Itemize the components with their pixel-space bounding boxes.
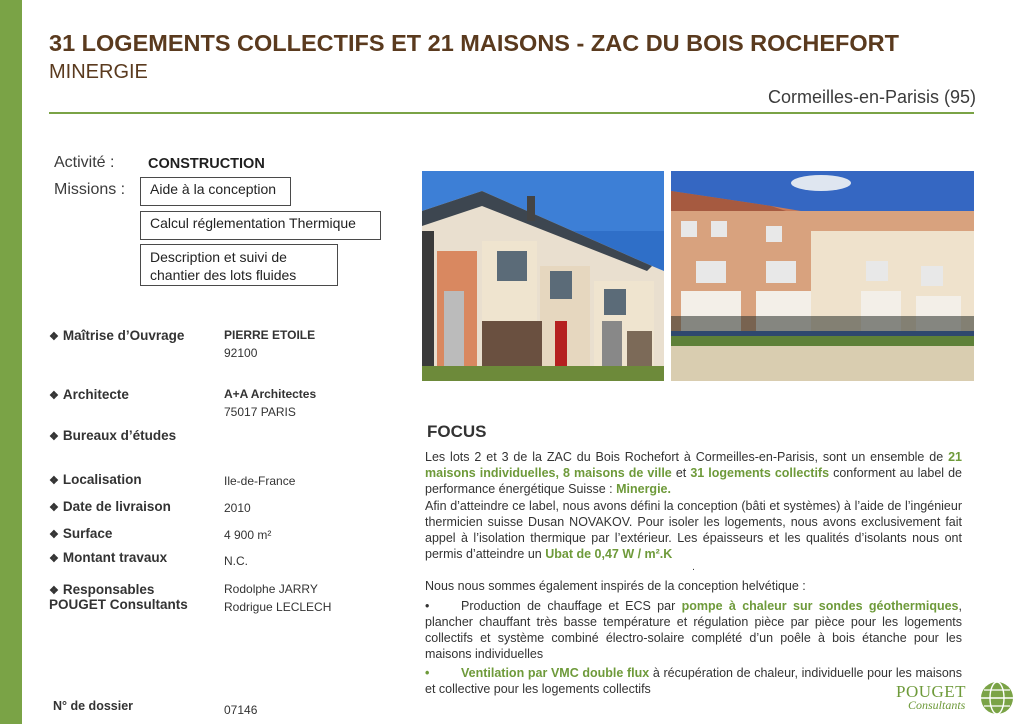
responsables-value: Rodolphe JARRY Rodrigue LECLECH <box>224 582 332 614</box>
bureaux-label: ❖ Bureaux d’études <box>49 428 177 443</box>
globe-icon <box>979 680 1015 716</box>
logo-sub: Consultants <box>908 698 966 712</box>
activite-value: CONSTRUCTION <box>148 156 265 172</box>
diamond-bullet-icon: ❖ <box>49 475 59 487</box>
building-photo-houses <box>422 171 664 381</box>
page-title: 31 LOGEMENTS COLLECTIFS ET 21 MAISONS - ZAC DU BOIS ROCHEFORT <box>49 30 899 56</box>
livraison-value: 2010 <box>224 501 251 515</box>
architecte-label: ❖ Architecte <box>49 387 129 402</box>
mission-box-3 <box>140 244 338 286</box>
diamond-bullet-icon: ❖ <box>49 331 59 343</box>
maitrise-value: PIERRE ETOILE 92100 <box>224 328 316 360</box>
logo-name: POUGET <box>896 682 967 701</box>
mission-text-3: Description et suivi de chantier des lots fluides <box>150 249 297 283</box>
diamond-bullet-icon: ❖ <box>49 585 59 597</box>
surface-value: 4 900 m² <box>224 528 272 542</box>
localisation-label: ❖ Localisation <box>49 472 142 487</box>
page-subtitle: MINERGIE <box>49 61 148 83</box>
building-photo-collective <box>671 171 974 381</box>
diamond-bullet-icon: ❖ <box>49 553 59 565</box>
header-divider <box>49 112 974 114</box>
focus-bullet-1: • Production de chauffage et ECS par pompe à chaleur sur sondes géothermiques, plancher chauffant très basse température et régulation pièce par pièce pour les logements collectifs et système combiné électro-solaire complété d’un poêle à bois étanche pour les maisons individuelles <box>425 599 962 661</box>
localisation-value: Ile-de-France <box>224 474 296 488</box>
diamond-bullet-icon: ❖ <box>49 502 59 514</box>
diamond-bullet-icon: ❖ <box>49 390 59 402</box>
mission-box-2 <box>140 211 381 240</box>
focus-bullet-2: • Ventilation par VMC double flux à récupération de chaleur, individuelle pour les maisons et collective pour les logements collectifs <box>425 666 962 696</box>
focus-paragraph-3: Nous nous sommes également inspirés de la conception helvétique : <box>425 579 806 593</box>
dossier-value: 07146 <box>224 703 258 717</box>
dossier-label: N° de dossier <box>53 699 134 713</box>
left-accent-bar <box>0 0 22 724</box>
montant-value: N.C. <box>224 554 248 568</box>
maitrise-label: ❖ Maîtrise d’Ouvrage <box>49 328 185 343</box>
missions-label: Missions : <box>54 181 126 198</box>
mission-box-1 <box>140 177 291 206</box>
surface-label: ❖ Surface <box>49 526 113 541</box>
pouget-logo <box>872 676 1020 720</box>
responsables-label: ❖ Responsables POUGET Consultants <box>49 582 188 612</box>
focus-paragraph-2: Afin d’atteindre ce label, nous avons défini la conception (bâti et systèmes) à l’aide de l’ingénieur thermicien suisse Dusan NOVAKOV. Pour isoler les logements, nous avons exclusivement fait appel à l’isolation thermique par l’extérieur. Les épaisseurs et les qualités d’isolants nous ont permis d’atteindre un Ubat de 0,47 W / m².K <box>425 499 962 561</box>
focus-paragraph-1: Les lots 2 et 3 de la ZAC du Bois Rochefort à Cormeilles-en-Parisis, sont un ensemble de 21 maisons individuelles, 8 maisons de ville et 31 logements collectifs conforment au label de performance énergétique Suisse : Minergie. <box>425 450 963 496</box>
diamond-bullet-icon: ❖ <box>49 529 59 541</box>
focus-heading: FOCUS <box>427 422 487 441</box>
focus-body <box>425 449 962 697</box>
activite-label: Activité : <box>54 154 115 171</box>
mission-text-1: Aide à la conception <box>150 181 277 197</box>
responsables-company: POUGET Consultants <box>49 597 188 612</box>
focus-dot: . <box>692 562 695 573</box>
diamond-bullet-icon: ❖ <box>49 431 59 443</box>
mission-text-2: Calcul réglementation Thermique <box>150 215 356 231</box>
architecte-value: A+A Architectes 75017 PARIS <box>224 387 317 419</box>
project-location: Cormeilles-en-Parisis (95) <box>767 87 976 107</box>
livraison-label: ❖ Date de livraison <box>49 499 171 514</box>
montant-label: ❖ Montant travaux <box>49 550 168 565</box>
